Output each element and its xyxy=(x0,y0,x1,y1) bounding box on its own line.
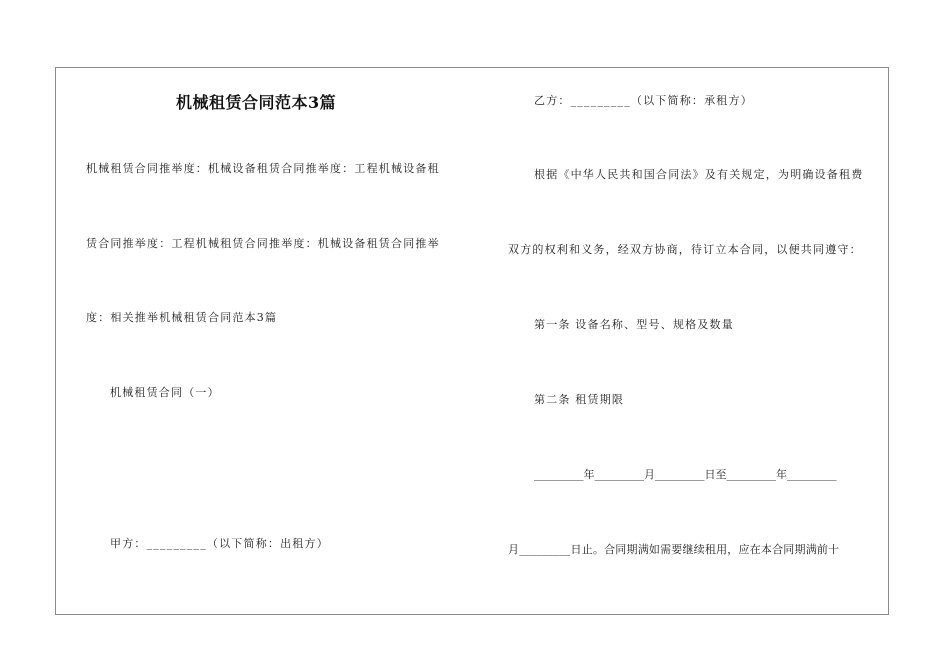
article-1-heading: 第一条 设备名称、型号、规格及数量 xyxy=(534,318,734,331)
intro-line-1: 机械租赁合同推举度：机械设备租赁合同推举度：工程机械设备租 xyxy=(86,162,440,175)
party-b-line: 乙方：_________（以下简称：承租方） xyxy=(534,94,753,107)
section-heading-contract-one: 机械租赁合同（一） xyxy=(110,386,220,399)
intro-line-3: 度：相关推举机械租赁合同范本3篇 xyxy=(86,311,278,324)
document-title: 机械租赁合同范本3篇 xyxy=(176,93,337,112)
party-a-line: 甲方：_________（以下简称：出租方） xyxy=(110,537,329,550)
rental-period-line-1: _________年_________月_________日至_________年_________ xyxy=(534,468,837,481)
intro-line-2: 赁合同推举度：工程机械租赁合同推举度：机械设备租赁合同推举 xyxy=(86,237,440,250)
article-2-heading: 第二条 租赁期限 xyxy=(534,393,625,406)
document-page-frame xyxy=(55,67,889,615)
preamble-line-2: 双方的权利和义务，经双方协商，待订立本合同，以便共同遵守： xyxy=(508,243,862,256)
rental-period-line-2: 月_________日止。合同期满如需要继续租用，应在本合同期满前十 xyxy=(508,543,840,556)
preamble-line-1: 根据《中华人民共和国合同法》及有关规定，为明确设备租费 xyxy=(534,168,864,181)
